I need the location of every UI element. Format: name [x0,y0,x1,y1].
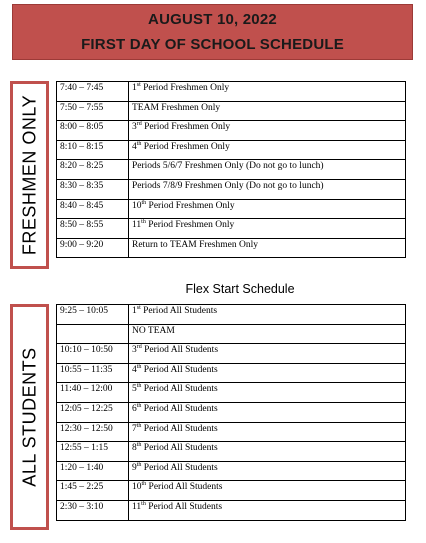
description-text: 4 [132,364,137,375]
description-text-rest: Period All Students [141,423,218,434]
time-cell: 9:25 – 10:05 [57,305,129,325]
description-text: TEAM Freshmen Only [132,102,221,113]
ordinal-suffix: th [136,383,142,390]
description-text: 10 [132,200,142,211]
description-text-rest: Period All Students [141,462,218,473]
time-cell: 11:40 – 12:00 [57,383,129,403]
description-text: 10 [132,482,142,493]
description-cell [129,383,406,403]
description-text-rest: Period All Students [141,443,218,454]
ordinal-suffix: st [136,82,141,88]
ordinal-suffix: th [141,481,147,488]
description-cell [129,481,406,501]
description-text-rest: Period Freshmen Only [145,220,235,231]
time-cell: 1:45 – 2:25 [57,481,129,501]
ordinal-suffix: th [136,442,142,449]
time-cell: 2:30 – 3:10 [57,500,129,520]
description-text: 11 [132,220,142,231]
ordinal-suffix: rd [136,344,142,351]
time-cell: 12:55 – 1:15 [57,442,129,462]
schedule-row [57,500,406,520]
time-cell: 7:50 – 7:55 [57,101,129,121]
description-cell [129,179,406,199]
ordinal-suffix: st [136,305,141,311]
description-text-rest: Period Freshmen Only [140,83,230,93]
description-text: 7 [132,423,137,434]
description-cell [129,422,406,442]
all-students-schedule-table [56,304,406,521]
ordinal-suffix: th [141,219,146,226]
description-text-rest: Period Freshmen Only [141,141,230,152]
description-cell [129,324,406,344]
ordinal-suffix: th [141,500,146,507]
description-text: Periods 7/8/9 Freshmen Only (Do not go to lunch) [132,180,324,191]
schedule-row [57,160,406,180]
header-banner [12,4,413,60]
description-cell [129,199,406,219]
description-text: 11 [132,501,142,512]
schedule-row [57,238,406,258]
schedule-row [57,344,406,364]
schedule-row [57,363,406,383]
schedule-row [57,305,406,325]
schedule-date: AUGUST 10, 2022 [148,11,277,28]
description-text-rest: Period Freshmen Only [141,122,231,133]
description-cell [129,140,406,160]
schedule-row [57,383,406,403]
description-cell [129,461,406,481]
all-students-label-text: ALL STUDENTS [19,347,39,487]
schedule-row [57,140,406,160]
time-cell: 7:40 – 7:45 [57,82,129,102]
ordinal-suffix: th [141,199,147,206]
description-text: 6 [132,403,137,414]
flex-start-title: Flex Start Schedule [185,282,295,296]
ordinal-suffix: th [136,140,142,147]
description-cell [129,363,406,383]
description-cell [129,344,406,364]
schedule-row [57,461,406,481]
description-cell [129,402,406,422]
schedule-row [57,481,406,501]
description-text: Return to TEAM Freshmen Only [132,239,258,250]
description-text-rest: Period All Students [141,345,219,356]
description-text: 4 [132,141,137,152]
description-text-rest: Period All Students [146,482,223,493]
description-text: Periods 5/6/7 Freshmen Only (Do not go to lunch) [132,161,324,172]
time-cell [57,324,129,344]
description-text: NO TEAM [132,325,175,336]
time-cell: 8:10 – 8:15 [57,140,129,160]
description-text-rest: Period Freshmen Only [146,200,235,211]
description-text-rest: Period All Students [141,403,218,414]
time-cell: 10:10 – 10:50 [57,344,129,364]
time-cell: 8:00 – 8:05 [57,121,129,141]
time-cell: 8:40 – 8:45 [57,199,129,219]
freshmen-rows [57,82,406,258]
description-cell [129,82,406,102]
schedule-row [57,422,406,442]
time-cell: 8:50 – 8:55 [57,219,129,239]
time-cell: 8:30 – 8:35 [57,179,129,199]
all-students-section-label [10,304,49,530]
schedule-row [57,324,406,344]
schedule-row [57,179,406,199]
description-text-rest: Period All Students [145,501,223,512]
description-cell [129,160,406,180]
ordinal-suffix: th [136,461,142,468]
ordinal-suffix: th [136,363,142,370]
description-text-rest: Period All Students [140,306,218,316]
schedule-row [57,442,406,462]
description-text-rest: Period All Students [141,364,218,375]
description-cell [129,101,406,121]
description-text: 9 [132,462,137,473]
time-cell: 9:00 – 9:20 [57,238,129,258]
description-text-rest: Period All Students [141,384,218,395]
schedule-row [57,121,406,141]
time-cell: 12:05 – 12:25 [57,402,129,422]
description-text: 3 [132,345,137,356]
description-cell [129,305,406,325]
schedule-row [57,402,406,422]
ordinal-suffix: th [136,402,142,409]
schedule-title: FIRST DAY OF SCHOOL SCHEDULE [81,36,344,53]
description-cell [129,121,406,141]
description-cell [129,500,406,520]
time-cell: 1:20 – 1:40 [57,461,129,481]
description-cell [129,219,406,239]
time-cell: 10:55 – 11:35 [57,363,129,383]
description-text: 3 [132,122,137,133]
all-students-rows [57,305,406,521]
description-text: 8 [132,443,137,454]
description-cell [129,442,406,462]
description-text: 1 [132,83,137,93]
description-text: 1 [132,306,137,316]
schedule-row [57,82,406,102]
time-cell: 12:30 – 12:50 [57,422,129,442]
schedule-row [57,101,406,121]
freshmen-label-text: FRESHMEN ONLY [19,94,39,256]
freshmen-schedule-table [56,81,406,258]
description-text: 5 [132,384,137,395]
description-cell [129,238,406,258]
time-cell: 8:20 – 8:25 [57,160,129,180]
ordinal-suffix: rd [136,121,142,128]
schedule-row [57,199,406,219]
ordinal-suffix: th [136,422,142,429]
freshmen-section-label [10,81,49,269]
schedule-row [57,219,406,239]
